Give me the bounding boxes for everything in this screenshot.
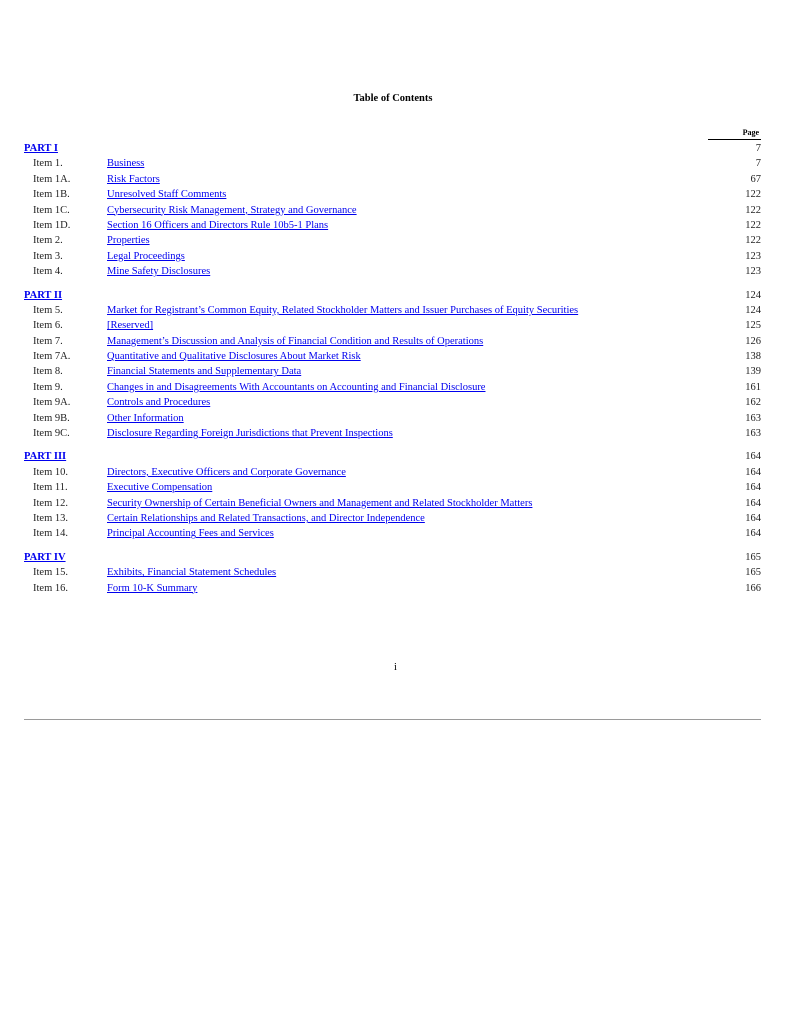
toc-item-number: Item 9. xyxy=(33,381,63,393)
toc-item-number: Item 4. xyxy=(33,266,63,278)
toc-item-row xyxy=(24,526,761,541)
toc-page-number: 123 xyxy=(745,266,761,278)
toc-item-link[interactable]: Cybersecurity Risk Management, Strategy and Governance xyxy=(107,204,357,216)
toc-item-number: Item 13. xyxy=(33,512,68,524)
toc-item-link[interactable]: Changes in and Disagreements With Accountants on Accounting and Financial Disclosure xyxy=(107,381,486,393)
toc-item-number: Item 14. xyxy=(33,528,68,540)
toc-page-number: 122 xyxy=(745,219,761,231)
toc-page-number: 7 xyxy=(755,143,761,154)
toc-item-row xyxy=(24,364,761,379)
toc-item-row xyxy=(24,349,761,364)
toc-page-number: 163 xyxy=(745,428,761,440)
toc-item-link[interactable]: Business xyxy=(107,158,145,170)
toc-item-number: Item 9B. xyxy=(33,412,70,424)
toc-item-number: Item 5. xyxy=(33,304,63,316)
toc-page-number: 7 xyxy=(755,158,761,170)
toc-item-link[interactable]: Directors, Executive Officers and Corporate Governance xyxy=(107,466,346,478)
toc-part-row xyxy=(24,141,761,156)
toc-item-number: Item 11. xyxy=(33,482,68,494)
toc-item-link[interactable]: Other Information xyxy=(107,412,184,424)
toc-item-number: Item 3. xyxy=(33,250,63,262)
toc-item-link[interactable]: Form 10-K Summary xyxy=(107,582,198,594)
toc-item-number: Item 15. xyxy=(33,567,68,579)
toc-part-link[interactable]: PART IV xyxy=(24,551,66,563)
toc-page-number: 125 xyxy=(745,320,761,332)
toc-item-number: Item 9A. xyxy=(33,397,71,409)
page-title: Table of Contents xyxy=(353,93,433,104)
toc-item-row xyxy=(24,172,761,187)
toc-page-number: 164 xyxy=(745,528,761,540)
toc-item-link[interactable]: Management’s Discussion and Analysis of Financial Condition and Results of Operations xyxy=(107,335,484,347)
toc-item-number: Item 12. xyxy=(33,497,68,509)
toc-item-row xyxy=(24,380,761,395)
toc-item-link[interactable]: Market for Registrant’s Common Equity, Related Stockholder Matters and Issuer Purchases of Equity Securities xyxy=(107,304,579,316)
toc-page-number: 138 xyxy=(745,351,761,363)
toc-part-row xyxy=(24,288,761,303)
toc-page-number: 67 xyxy=(750,173,761,185)
toc-item-number: Item 1. xyxy=(33,158,63,170)
toc-part-group xyxy=(24,288,761,442)
toc-page-number: 139 xyxy=(745,366,761,378)
toc-item-number: Item 1B. xyxy=(33,189,70,201)
toc-item-row xyxy=(24,411,761,426)
toc-page-number: 165 xyxy=(745,551,761,563)
toc-item-row xyxy=(24,187,761,202)
toc-item-link[interactable]: Mine Safety Disclosures xyxy=(107,266,211,278)
toc-item-number: Item 9C. xyxy=(33,428,70,440)
toc-page-number: 165 xyxy=(745,567,761,579)
toc-item-number: Item 7. xyxy=(33,335,63,347)
toc-page-number: 124 xyxy=(745,304,761,316)
toc-item-row xyxy=(24,565,761,580)
toc-part-row xyxy=(24,449,761,464)
toc-item-link[interactable]: Certain Relationships and Related Transactions, and Director Independence xyxy=(107,512,425,524)
toc-part-link[interactable]: PART III xyxy=(24,451,67,463)
toc-item-row xyxy=(24,334,761,349)
toc-item-row xyxy=(24,511,761,526)
toc-part-row xyxy=(24,550,761,565)
toc-item-number: Item 10. xyxy=(33,466,68,478)
toc-item-row xyxy=(24,426,761,441)
toc-item-row xyxy=(24,318,761,333)
toc-item-link[interactable]: Disclosure Regarding Foreign Jurisdictions that Prevent Inspections xyxy=(107,428,393,440)
toc-item-link[interactable]: Section 16 Officers and Directors Rule 10b5-1 Plans xyxy=(107,219,329,231)
toc-item-number: Item 1D. xyxy=(33,219,71,231)
toc-item-row xyxy=(24,218,761,233)
toc-item-number: Item 8. xyxy=(33,366,63,378)
toc-item-number: Item 6. xyxy=(33,320,63,332)
toc-item-link[interactable]: Legal Proceedings xyxy=(107,250,185,262)
toc-part-group xyxy=(24,141,761,280)
toc-item-number: Item 16. xyxy=(33,582,68,594)
toc-page-number: 123 xyxy=(745,250,761,262)
toc-item-link[interactable]: Unresolved Staff Comments xyxy=(107,189,227,201)
toc-page-number: 163 xyxy=(745,412,761,424)
toc-item-link[interactable]: Controls and Procedures xyxy=(107,397,211,409)
page-folio: i xyxy=(394,662,397,673)
toc-item-link[interactable]: Properties xyxy=(107,235,150,247)
toc-page-number: 126 xyxy=(745,335,761,347)
toc-page-number: 164 xyxy=(745,466,761,478)
toc-item-link[interactable]: Security Ownership of Certain Beneficial Owners and Management and Related Stockholder Matters xyxy=(107,497,533,509)
toc-item-row xyxy=(24,581,761,596)
toc-item-link[interactable]: Exhibits, Financial Statement Schedules xyxy=(107,567,277,579)
toc-page-number: 161 xyxy=(745,381,761,393)
toc-item-row xyxy=(24,395,761,410)
toc-page-number: 162 xyxy=(745,397,761,409)
toc-page-number: 164 xyxy=(745,451,761,463)
toc-part-link[interactable]: PART II xyxy=(24,289,63,301)
toc-item-link[interactable]: Quantitative and Qualitative Disclosures About Market Risk xyxy=(107,351,361,363)
toc-page-number: 122 xyxy=(745,204,761,216)
toc-item-number: Item 1A. xyxy=(33,173,71,185)
toc-item-link[interactable]: Financial Statements and Supplementary Data xyxy=(107,366,302,378)
toc-item-row xyxy=(24,156,761,171)
toc-item-row xyxy=(24,233,761,248)
toc-page-number: 166 xyxy=(745,582,761,594)
toc-page-number: 164 xyxy=(745,497,761,509)
toc-part-link[interactable]: PART I xyxy=(24,143,58,154)
toc-item-row xyxy=(24,303,761,318)
toc-page-number: 124 xyxy=(745,289,761,301)
toc-page-number: 122 xyxy=(745,189,761,201)
toc-part-group xyxy=(24,449,761,541)
toc-item-row xyxy=(24,496,761,511)
toc-item-row xyxy=(24,203,761,218)
toc-item-number: Item 1C. xyxy=(33,204,70,216)
page-divider xyxy=(24,719,761,720)
toc-item-link[interactable]: Executive Compensation xyxy=(107,482,213,494)
toc-part-group xyxy=(24,550,761,596)
toc-item-row xyxy=(24,480,761,495)
toc-item-number: Item 2. xyxy=(33,235,63,247)
page-column-header: Page xyxy=(708,128,761,140)
toc-item-row xyxy=(24,249,761,264)
toc-page-number: 164 xyxy=(745,512,761,524)
toc-item-link[interactable]: Risk Factors xyxy=(107,173,160,185)
toc-page-number: 122 xyxy=(745,235,761,247)
toc-item-row xyxy=(24,465,761,480)
toc-item-link[interactable]: [Reserved] xyxy=(107,320,154,332)
toc-item-number: Item 7A. xyxy=(33,351,71,363)
toc-page-number: 164 xyxy=(745,482,761,494)
table-of-contents xyxy=(24,141,761,604)
toc-item-link[interactable]: Principal Accounting Fees and Services xyxy=(107,528,274,540)
toc-item-row xyxy=(24,264,761,279)
